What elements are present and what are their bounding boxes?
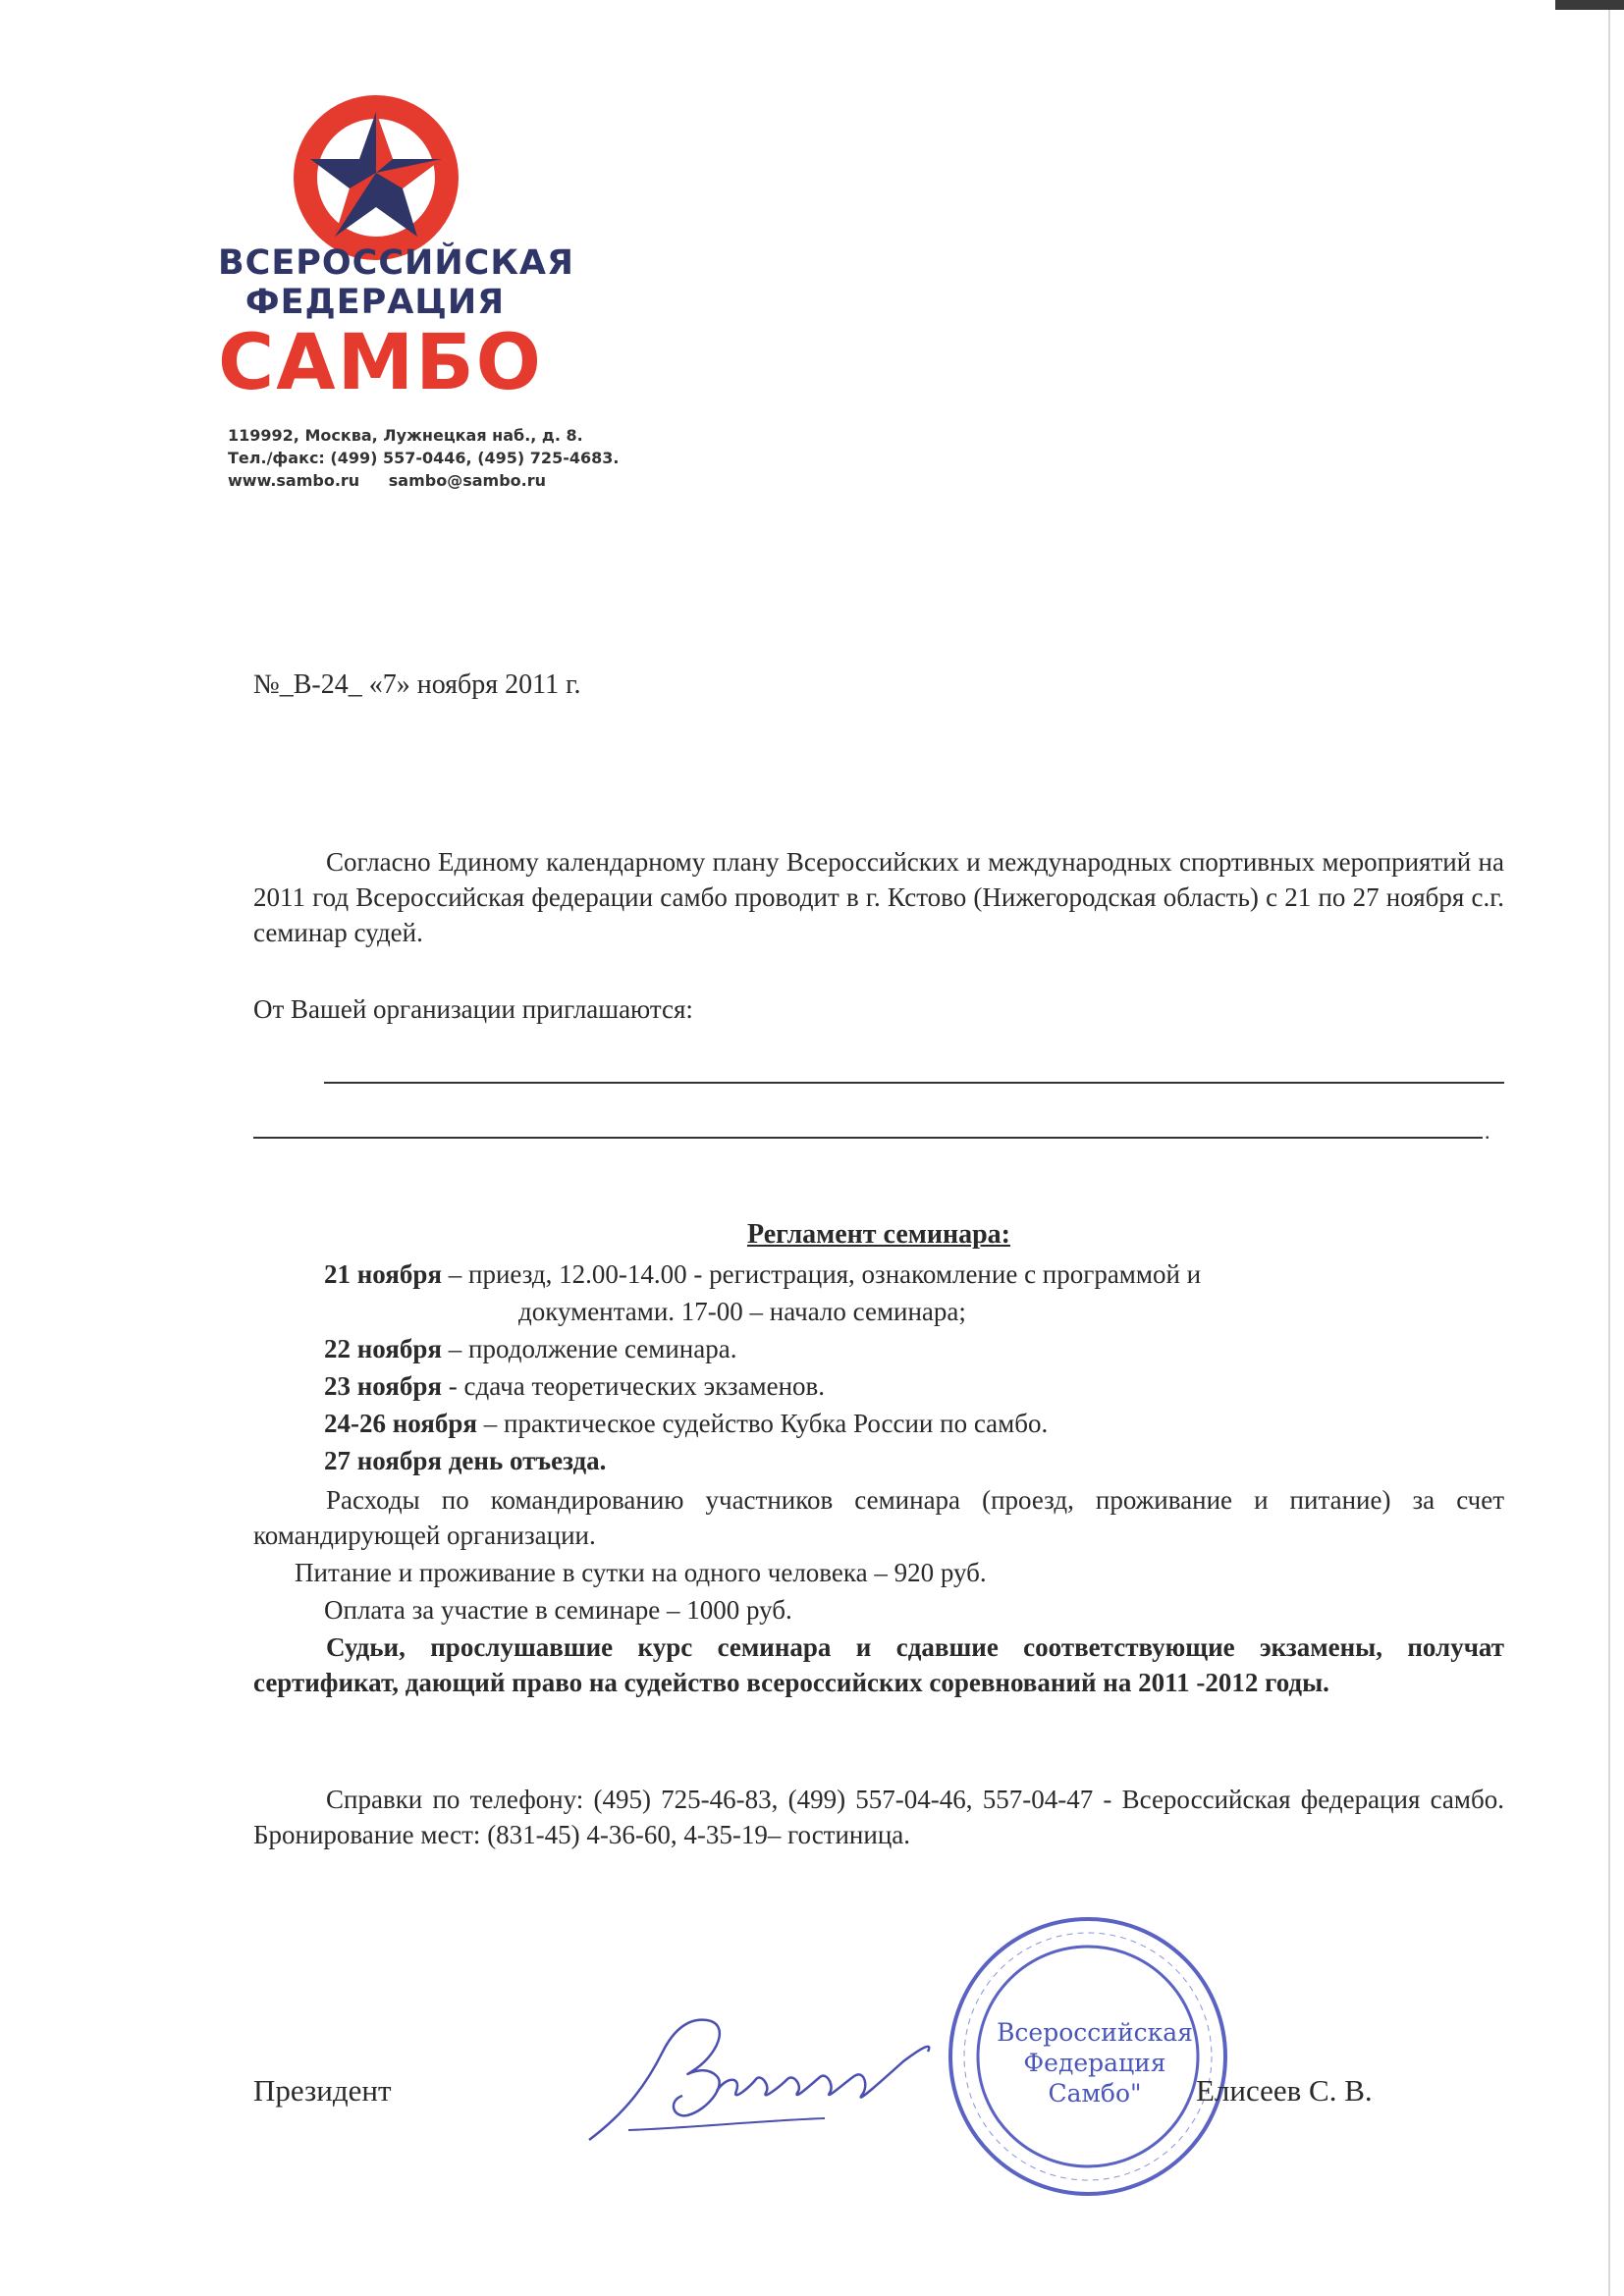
scan-edge [1608,0,1610,2296]
schedule-date: 22 ноября [324,1334,443,1363]
fee-line: Оплата за участие в семинаре – 1000 руб. [324,1595,792,1625]
org-name-line3: САМБО [218,319,543,407]
email-link[interactable]: sambo@sambo.ru [388,471,547,490]
schedule-title: Регламент семинара: [747,1219,1010,1250]
schedule-date: 23 ноября [324,1371,443,1401]
certificate-paragraph: Судьи, прослушавшие курс семинара и сдавшие соответствующие экзамены, получат сертификат, дающий право на судейство всероссийских соревнований на 2011 -2012 годы. [253,1632,1504,1697]
lodging-line: Питание и проживание в сутки на одного человека – 920 руб. [295,1558,987,1587]
schedule-day-3 [324,1368,825,1404]
schedule-day-1-cont: документами. 17-00 – начало семинара; [518,1297,966,1326]
handwritten-signature [569,1993,1001,2160]
schedule-text: – продолжение семинара. [442,1334,737,1363]
schedule-day-4 [324,1406,1048,1441]
stamp-line-2: Федерация [1023,2049,1166,2077]
schedule-date: 21 ноября [324,1259,443,1289]
web-line [228,469,640,492]
blank-line-2 [253,1137,1483,1139]
org-name-line1: ВСЕРОССИЙСКАЯ [218,243,574,283]
blank-line-end-dot: . [1485,1119,1490,1144]
schedule-day-1 [324,1256,1201,1292]
address-line: 119992, Москва, Лужнецкая наб., д. 8. [228,426,583,445]
invite-line: От Вашей организации приглашаются: [253,994,693,1024]
phones-line: Тел./факс: (499) 557-0446, (495) 725-4683. [228,449,620,467]
document-number: №_В-24_ «7» ноября 2011 г. [253,669,581,700]
scan-corner-mark [1555,0,1624,10]
org-name-line2: ФЕДЕРАЦИЯ [244,283,506,322]
intro-paragraph: Согласно Единому календарному плану Всероссийских и международных спортивных мероприятий на 2011 год Всероссийская федерации самбо проводит в г. Кстово (Нижегородская область) с 21 по 27 ноября с.г. семинар судей. [253,847,1504,947]
schedule-text: - сдача теоретических экзаменов. [442,1371,826,1401]
stamp-text [987,2017,1203,2109]
schedule-date: 24-26 ноября [324,1409,478,1438]
expenses-paragraph: Расходы по командированию участников семинара (проезд, проживание и питание) за счет командирующей организации. [253,1485,1504,1550]
schedule-day-2 [324,1331,736,1366]
signatory-name: Елисеев С. В. [1196,2073,1373,2108]
contacts-paragraph: Справки по телефону: (495) 725-46-83, (499) 557-04-46, 557-04-47 - Всероссийская федерация самбо. Бронирование мест: (831-45) 4-36-60, 4-35-19– гостиница. [253,1785,1504,1849]
schedule-departure: 27 ноября день отъезда. [324,1446,607,1475]
blank-line-1 [324,1082,1504,1084]
schedule-day-5 [324,1443,606,1478]
stamp-line-1: Всероссийская [997,2018,1193,2047]
logo-wordmark [218,243,574,407]
letterhead-address [228,424,640,492]
stamp-line-3: Самбо" [1048,2079,1142,2108]
schedule-text: – практическое судейство Кубка России по самбо. [477,1409,1049,1438]
schedule-text: – приезд, 12.00-14.00 - регистрация, ознакомление с программой и [442,1259,1202,1289]
website-link[interactable]: www.sambo.ru [228,471,360,490]
signatory-title: Президент [253,2073,392,2108]
star-logo-icon [293,94,460,261]
